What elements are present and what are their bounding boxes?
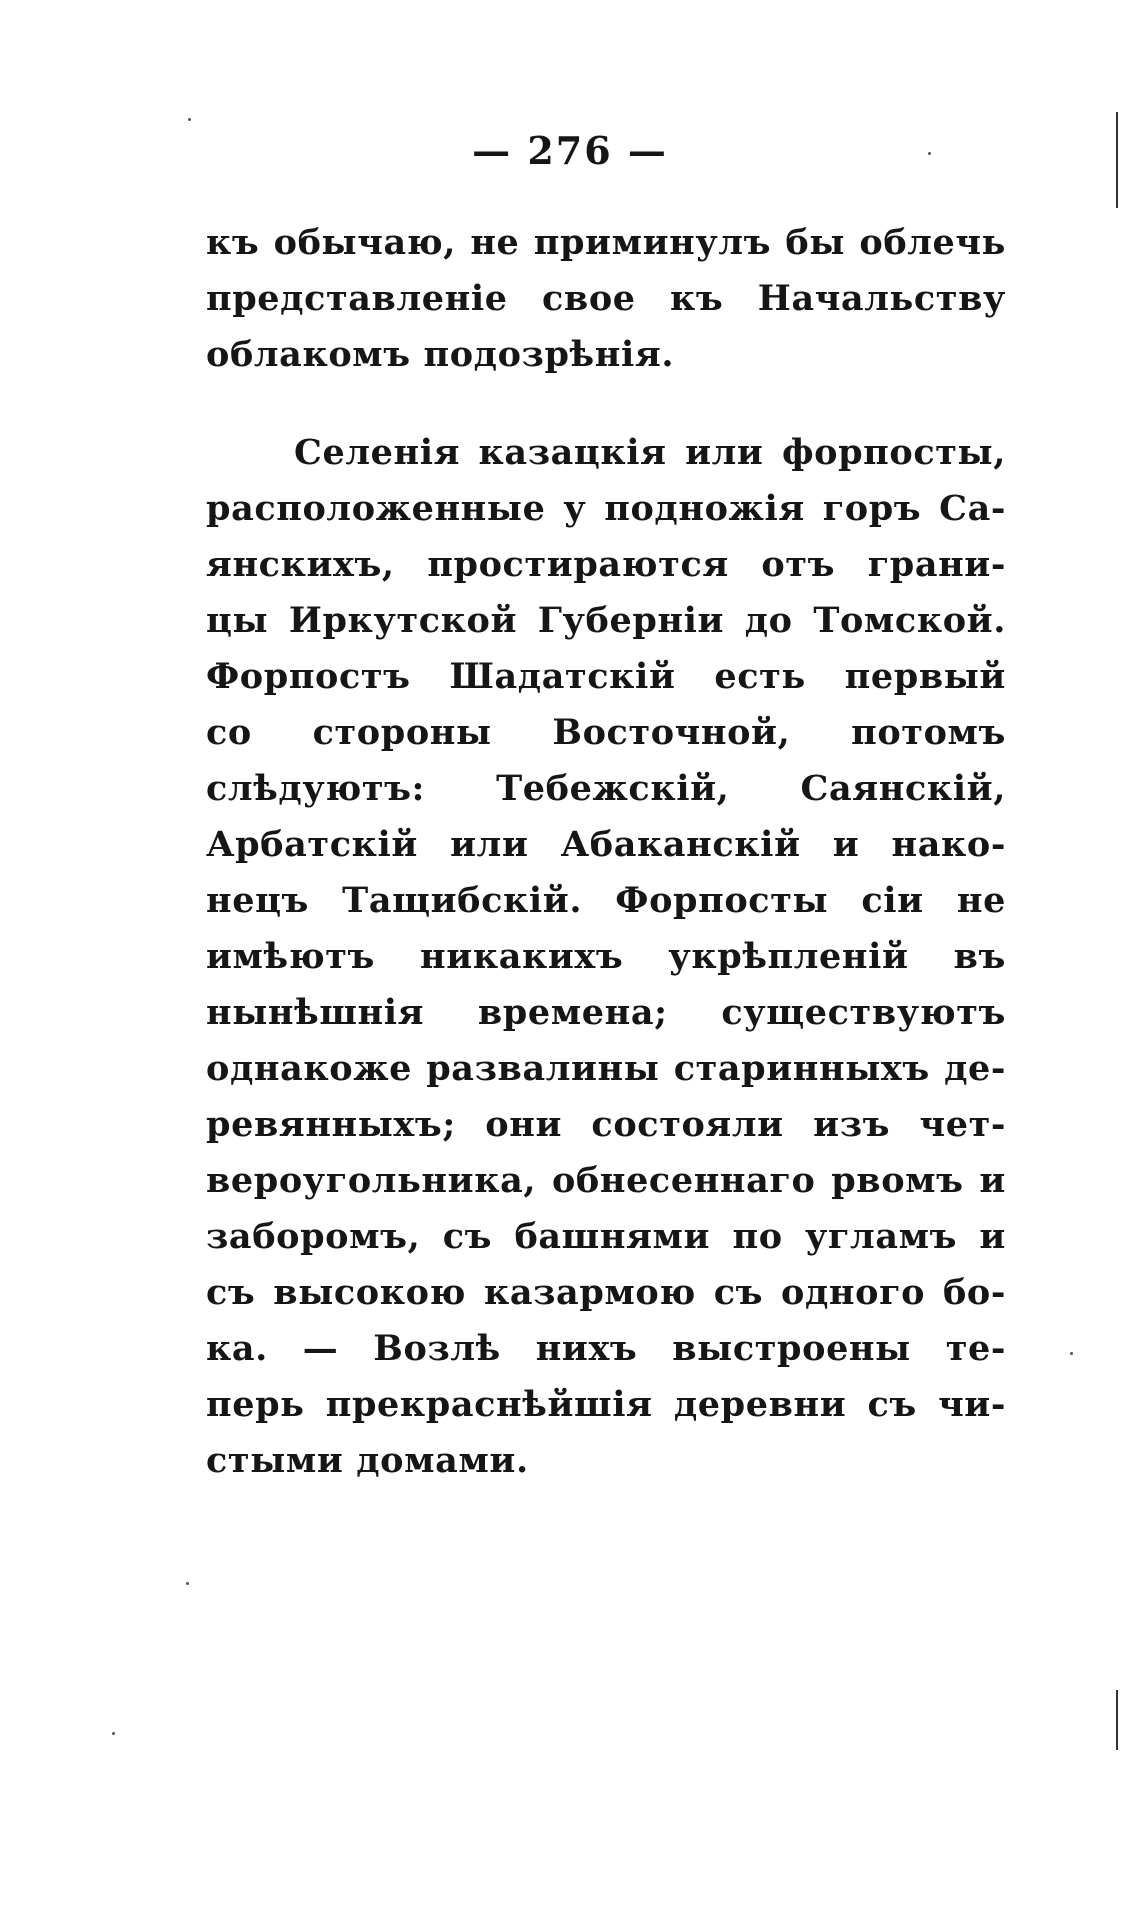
text-line: заборомъ, съ башнями по угламъ и xyxy=(206,1216,1006,1257)
text-line: стыми домами. xyxy=(206,1440,529,1481)
text-line: слѣдуютъ: Тебежскій, Саянскій, xyxy=(206,768,1006,809)
text-line: Форпостъ Шадатскій есть первый xyxy=(206,656,1006,697)
text-line: янскихъ, простираются отъ грани- xyxy=(206,544,1006,585)
text-line: нынѣшнія времена; существуютъ xyxy=(206,992,1006,1033)
text-line: къ обычаю, не приминулъ бы облечь xyxy=(206,222,1006,263)
margin-rule-top xyxy=(1116,112,1118,208)
text-line: имѣютъ никакихъ укрѣпленій въ xyxy=(206,936,1006,977)
text-line: Арбатскій или Абаканскій и нако- xyxy=(206,824,1006,865)
scan-speck xyxy=(1070,1352,1073,1355)
text-line: со стороны Восточной, потомъ xyxy=(206,712,1006,753)
text-line: Селенія казацкія или форпосты, xyxy=(294,432,1006,473)
text-line: ревянныхъ; они состояли изъ чет- xyxy=(206,1104,1006,1145)
page-number-header: — 276 — xyxy=(472,128,668,173)
text-line: нецъ Тащибскій. Форпосты сіи не xyxy=(206,880,1006,921)
text-line: однакоже развалины старинныхъ де- xyxy=(206,1048,1006,1089)
text-line: расположенные у подножія горъ Са- xyxy=(206,488,1006,529)
scan-speck xyxy=(188,118,191,121)
text-line: ка. — Возлѣ нихъ выстроены те- xyxy=(206,1328,1006,1369)
text-line: цы Иркутской Губерніи до Томской. xyxy=(206,600,1006,641)
text-line: представленіе свое къ Начальству xyxy=(206,278,1006,319)
scan-speck xyxy=(928,152,931,155)
text-line: перь прекраснѣйшія деревни съ чи- xyxy=(206,1384,1006,1425)
text-line: облакомъ подозрѣнія. xyxy=(206,334,675,375)
scan-speck xyxy=(112,1732,115,1735)
text-line: съ высокою казармою съ одного бо- xyxy=(206,1272,1006,1313)
scan-speck xyxy=(186,1582,189,1585)
text-line: вероугольника, обнесеннаго рвомъ и xyxy=(206,1160,1006,1201)
paragraph-continued xyxy=(206,215,1006,383)
margin-rule-bottom xyxy=(1116,1690,1118,1750)
paragraph-forposts xyxy=(206,425,1006,1489)
